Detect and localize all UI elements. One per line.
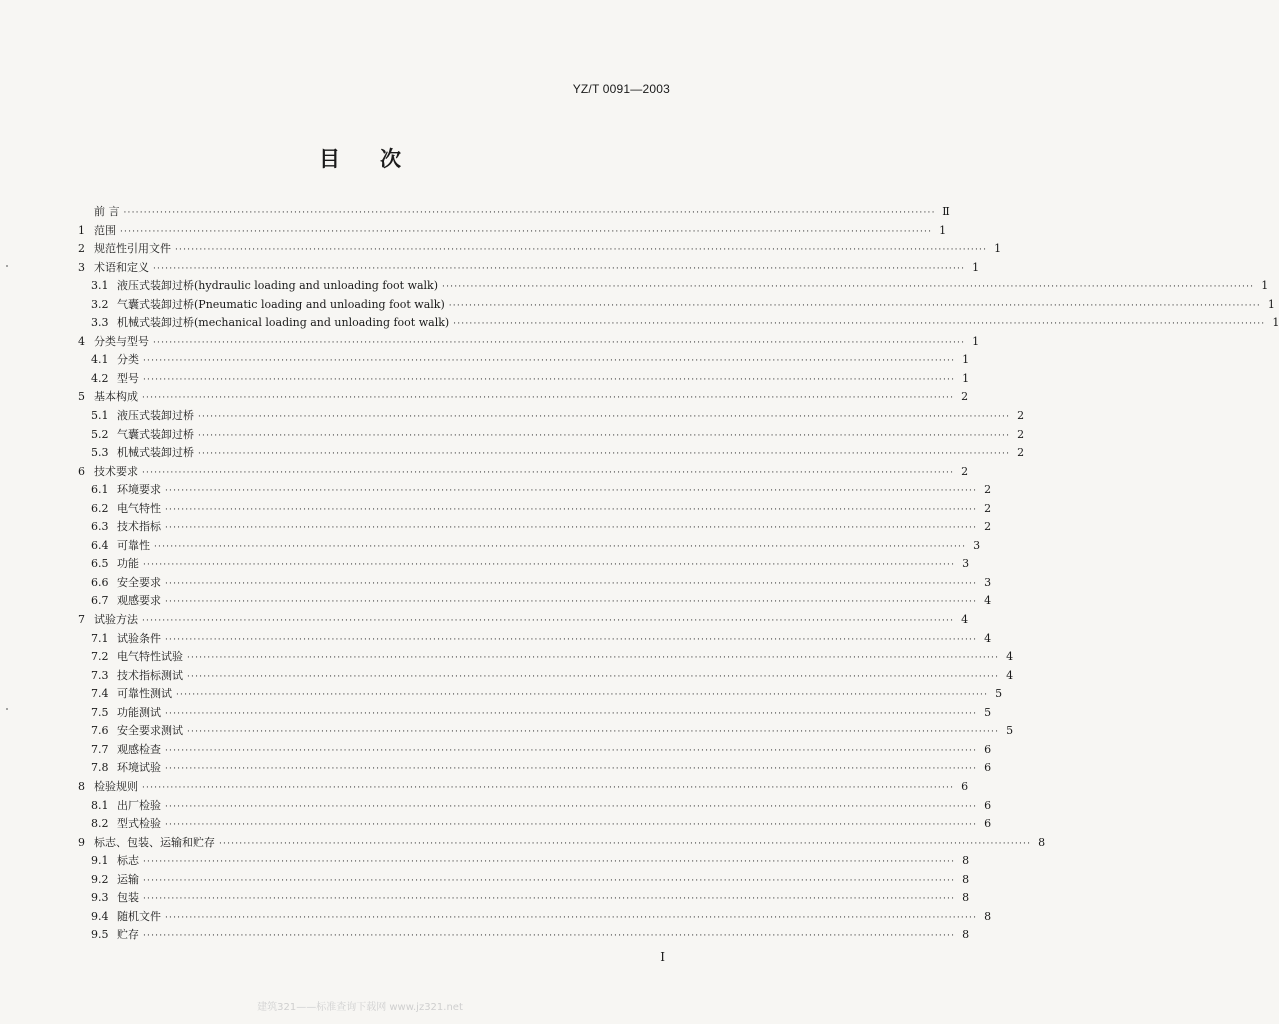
toc-entry-page: 8 [962, 854, 970, 868]
table-of-contents [78, 203, 1279, 945]
toc-entry-title: 环境试验 [117, 761, 161, 775]
toc-entry-title: 范围 [94, 223, 116, 237]
toc-entry-number: 6 [78, 464, 85, 478]
dot-leader: ········································································································································································································ [154, 541, 967, 552]
toc-entry[interactable] [78, 778, 969, 797]
toc-entry-title: 规范性引用文件 [94, 242, 171, 256]
document-code: YZ/T 0091—2003 [572, 82, 670, 96]
toc-entry-number: 7.1 [91, 631, 109, 645]
toc-entry-title: 试验方法 [94, 613, 138, 627]
toc-entry-title: 标志、包装、运输和贮存 [94, 835, 215, 849]
toc-entry-number: 6.4 [91, 538, 109, 552]
toc-entry[interactable] [78, 500, 992, 519]
toc-entry[interactable] [78, 704, 992, 723]
dot-leader: ········································································································································································································ [187, 653, 1000, 664]
toc-entry[interactable] [78, 759, 992, 778]
toc-entry-page: 1 [1261, 279, 1269, 293]
toc-entry-number: 8 [78, 779, 85, 793]
dot-leader: ········································································································································································································ [143, 374, 956, 385]
toc-entry-title: 观感检查 [117, 742, 161, 756]
toc-entry-page: 1 [1267, 297, 1275, 311]
dot-leader: ········································································································································································································ [453, 319, 1266, 330]
toc-entry-number: 2 [78, 242, 85, 256]
toc-entry-number: 8.1 [91, 798, 109, 812]
toc-entry-number: 7.6 [91, 724, 109, 738]
toc-entry-number: 1 [78, 223, 85, 237]
dot-leader: ········································································································································································································ [143, 875, 956, 886]
dot-leader: ········································································································································································································ [153, 263, 966, 274]
dot-leader: ········································································································································································································ [187, 727, 1000, 738]
toc-entry-number: 8.2 [91, 817, 109, 831]
toc-entry-page: 2 [1017, 409, 1025, 423]
toc-entry-page: 8 [984, 909, 992, 923]
toc-entry[interactable] [78, 240, 1002, 259]
toc-entry[interactable] [78, 815, 992, 834]
toc-entry-page: 2 [961, 390, 969, 404]
toc-entry-number: 6.5 [91, 557, 109, 571]
toc-entry[interactable] [78, 518, 992, 537]
dot-leader: ········································································································································································································ [165, 504, 978, 515]
toc-entry-title: 气囊式装卸过桥 [117, 427, 194, 441]
toc-entry-page: 1 [962, 353, 970, 367]
toc-entry-number: 4.2 [91, 371, 109, 385]
toc-entry-title: 基本构成 [94, 390, 138, 404]
toc-entry-page: 2 [1017, 446, 1025, 460]
toc-entry-title: 标志 [117, 854, 139, 868]
dot-leader: ········································································································································································································ [153, 337, 966, 348]
dot-leader: ········································································································································································································ [198, 430, 1011, 441]
toc-entry-title: 型式检验 [117, 817, 161, 831]
scan-speck [6, 265, 8, 267]
toc-entry-page: 1 [972, 334, 980, 348]
toc-entry-title: 出厂检验 [117, 798, 161, 812]
dot-leader: ········································································································································································································ [142, 616, 955, 627]
toc-entry-page: 5 [1006, 724, 1014, 738]
toc-entry-page: 6 [984, 798, 992, 812]
dot-leader: ········································································································································································································ [165, 523, 978, 534]
toc-entry-number: 7.3 [91, 668, 109, 682]
dot-leader: ········································································································································································································ [165, 708, 978, 719]
toc-entry-title: 技术要求 [94, 464, 138, 478]
toc-entry[interactable] [78, 574, 992, 593]
toc-entry-title: 机械式装卸过桥(mechanical loading and unloading foot walk) [117, 316, 450, 330]
toc-entry-page: 8 [962, 891, 970, 905]
toc-entry-title: 术语和定义 [94, 260, 149, 274]
toc-entry[interactable] [78, 444, 1025, 463]
toc-entry-page: 8 [962, 872, 970, 886]
toc-entry-number: 9.5 [91, 928, 109, 942]
toc-entry-number: 6.2 [91, 501, 109, 515]
toc-entry-title: 检验规则 [94, 779, 138, 793]
toc-entry-number: 3.3 [91, 316, 109, 330]
toc-entry[interactable] [78, 426, 1025, 445]
toc-entry-title: 随机文件 [117, 909, 161, 923]
toc-entry-title: 运输 [117, 872, 139, 886]
page-title [0, 143, 720, 173]
toc-entry-title: 前 言 [94, 205, 120, 218]
toc-entry-number: 6.6 [91, 575, 109, 589]
dot-leader: ········································································································································································································ [143, 356, 956, 367]
toc-entry[interactable] [78, 908, 992, 927]
toc-entry[interactable] [78, 667, 1014, 686]
toc-entry-title: 可靠性 [117, 538, 150, 552]
toc-entry-page: 6 [984, 817, 992, 831]
dot-leader: ········································································································································································································ [165, 486, 978, 497]
toc-entry-number: 6.3 [91, 520, 109, 534]
toc-entry-page: 1 [939, 223, 947, 237]
dot-leader: ········································································································································································································ [165, 578, 978, 589]
toc-entry-page: 8 [962, 928, 970, 942]
toc-entry[interactable] [78, 351, 970, 370]
toc-entry[interactable] [78, 685, 1003, 704]
toc-entry[interactable] [78, 871, 970, 890]
toc-entry-title: 技术指标 [117, 520, 161, 534]
toc-entry[interactable] [78, 889, 970, 908]
toc-entry-title: 贮存 [117, 928, 139, 942]
dot-leader: ········································································································································································································ [198, 449, 1011, 460]
toc-entry-title: 液压式装卸过桥(hydraulic loading and unloading foot walk) [117, 279, 439, 293]
toc-entry-title: 型号 [117, 371, 139, 385]
toc-entry[interactable] [78, 407, 1025, 426]
toc-entry-page: 6 [961, 779, 969, 793]
toc-entry-title: 试验条件 [117, 631, 161, 645]
toc-entry-title: 气囊式装卸过桥(Pneumatic loading and unloading foot walk) [117, 297, 445, 311]
toc-entry-page: 6 [984, 742, 992, 756]
toc-entry-number: 7.5 [91, 705, 109, 719]
dot-leader: ········································································································································································································ [442, 282, 1255, 293]
toc-entry-number: 5 [78, 390, 85, 404]
toc-entry-number: 6.1 [91, 483, 109, 497]
toc-entry-number: 3 [78, 260, 85, 274]
dot-leader: ········································································································································································································ [142, 467, 955, 478]
dot-leader: ········································································································································································································ [176, 690, 989, 701]
toc-entry-number: 9.1 [91, 854, 109, 868]
toc-entry[interactable] [78, 834, 1046, 853]
dot-leader: ········································································································································································································ [165, 820, 978, 831]
toc-entry-page: 1 [962, 371, 970, 385]
toc-entry[interactable] [78, 926, 970, 945]
toc-entry-number: 9.4 [91, 909, 109, 923]
toc-entry-number: 9 [78, 835, 85, 849]
dot-leader: ········································································································································································································ [448, 300, 1261, 311]
title-char-1: 目 [319, 147, 340, 171]
toc-entry-page: 1 [972, 260, 980, 274]
dot-leader: ········································································································································································································ [165, 597, 978, 608]
toc-entry-number: 9.3 [91, 891, 109, 905]
toc-entry-number: 7 [78, 613, 85, 627]
toc-entry-page: 2 [984, 501, 992, 515]
toc-entry[interactable] [78, 741, 992, 760]
dot-leader: ········································································································································································································ [143, 857, 956, 868]
toc-entry-number: 7.4 [91, 687, 109, 701]
toc-entry-page: 2 [984, 483, 992, 497]
toc-entry-page: 3 [973, 538, 981, 552]
toc-entry-number: 5.2 [91, 427, 109, 441]
toc-entry-title: 电气特性 [117, 501, 161, 515]
toc-entry-page: 1 [994, 242, 1002, 256]
toc-entry[interactable] [78, 555, 970, 574]
toc-entry-page: 1 [1272, 316, 1279, 330]
toc-entry-page: 2 [1017, 427, 1025, 441]
toc-entry-page: 5 [995, 687, 1003, 701]
toc-entry[interactable] [78, 203, 950, 222]
dot-leader: ········································································································································································································ [175, 245, 988, 256]
dot-leader: ········································································································································································································ [165, 745, 978, 756]
dot-leader: ········································································································································································································ [142, 782, 955, 793]
toc-entry-title: 环境要求 [117, 483, 161, 497]
toc-entry-title: 电气特性试验 [117, 650, 183, 664]
toc-entry-title: 安全要求测试 [117, 724, 183, 738]
dot-leader: ········································································································································································································ [120, 226, 933, 237]
toc-entry-number: 5.1 [91, 409, 109, 423]
toc-entry-title: 观感要求 [117, 594, 161, 608]
toc-entry[interactable] [78, 277, 1269, 296]
toc-entry-title: 液压式装卸过桥 [117, 409, 194, 423]
toc-entry-page: 4 [961, 613, 969, 627]
toc-entry-page: 4 [1006, 668, 1014, 682]
dot-leader: ········································································································································································································ [143, 560, 956, 571]
dot-leader: ········································································································································································································ [143, 894, 956, 905]
dot-leader: ········································································································································································································ [165, 912, 978, 923]
toc-entry[interactable] [78, 722, 1014, 741]
toc-entry-title: 分类与型号 [94, 334, 149, 348]
toc-entry-page: Ⅱ [942, 205, 950, 218]
toc-entry-number: 3.1 [91, 279, 109, 293]
toc-entry-number: 7.8 [91, 761, 109, 775]
toc-entry-title: 安全要求 [117, 575, 161, 589]
dot-leader: ········································································································································································································ [187, 671, 1000, 682]
dot-leader: ········································································································································································································ [219, 838, 1032, 849]
dot-leader: ········································································································································································································ [143, 931, 956, 942]
toc-entry-number: 7.7 [91, 742, 109, 756]
toc-entry[interactable] [78, 388, 969, 407]
toc-entry-title: 功能测试 [117, 705, 161, 719]
toc-entry-title: 分类 [117, 353, 139, 367]
page-number: I [660, 950, 665, 964]
toc-entry-page: 3 [984, 575, 992, 589]
toc-entry[interactable] [78, 333, 980, 352]
toc-entry-number: 9.2 [91, 872, 109, 886]
toc-entry-page: 6 [984, 761, 992, 775]
dot-leader: ········································································································································································································ [165, 801, 978, 812]
scan-speck [6, 708, 8, 710]
toc-entry-number: 6.7 [91, 594, 109, 608]
toc-entry-page: 2 [984, 520, 992, 534]
toc-entry-page: 3 [962, 557, 970, 571]
toc-entry-title: 功能 [117, 557, 139, 571]
toc-entry-page: 2 [961, 464, 969, 478]
toc-entry[interactable] [78, 797, 992, 816]
toc-entry-page: 4 [984, 594, 992, 608]
toc-entry-page: 8 [1038, 835, 1046, 849]
toc-entry[interactable] [78, 370, 970, 389]
toc-entry[interactable] [78, 481, 992, 500]
toc-entry-number: 7.2 [91, 650, 109, 664]
dot-leader: ········································································································································································································ [165, 764, 978, 775]
toc-entry[interactable] [78, 630, 992, 649]
dot-leader: ········································································································································································································ [165, 634, 978, 645]
toc-entry-number: 3.2 [91, 297, 109, 311]
toc-entry[interactable] [78, 592, 992, 611]
toc-entry[interactable] [78, 222, 947, 241]
toc-entry-title: 可靠性测试 [117, 687, 172, 701]
toc-entry[interactable] [78, 296, 1275, 315]
toc-entry[interactable] [78, 463, 969, 482]
dot-leader: ········································································································································································································ [142, 393, 955, 404]
toc-entry-title: 技术指标测试 [117, 668, 183, 682]
title-char-2: 次 [380, 147, 401, 171]
toc-entry[interactable] [78, 852, 970, 871]
toc-entry-number: 4.1 [91, 353, 109, 367]
toc-entry[interactable] [78, 537, 981, 556]
toc-entry[interactable] [78, 314, 1279, 333]
toc-entry-title: 包装 [117, 891, 139, 905]
toc-entry-page: 5 [984, 705, 992, 719]
toc-entry-number: 5.3 [91, 446, 109, 460]
toc-entry[interactable] [78, 259, 980, 278]
toc-entry-page: 4 [1006, 650, 1014, 664]
toc-entry-number: 4 [78, 334, 85, 348]
watermark: 建筑321——标准查询下载网 www.jz321.net [257, 1002, 463, 1013]
dot-leader: ········································································································································································································ [198, 412, 1011, 423]
toc-entry-page: 4 [984, 631, 992, 645]
toc-entry[interactable] [78, 611, 969, 630]
toc-entry-title: 机械式装卸过桥 [117, 446, 194, 460]
toc-entry[interactable] [78, 648, 1014, 667]
dot-leader: ········································································································································································································ [123, 208, 936, 218]
